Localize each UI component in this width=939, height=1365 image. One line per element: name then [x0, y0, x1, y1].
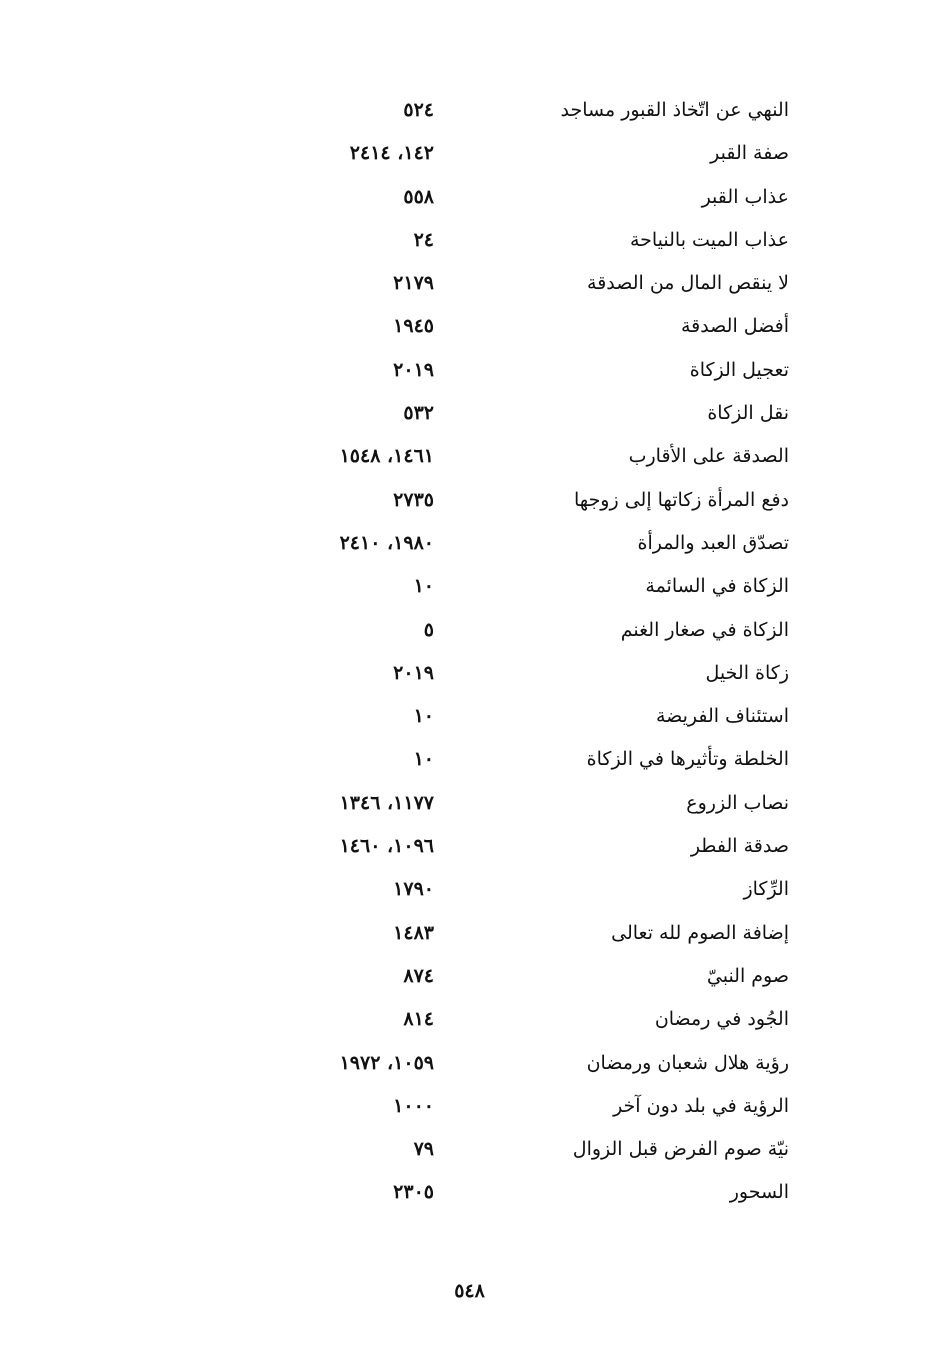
- index-row: [0, 88, 939, 131]
- index-row: [0, 608, 939, 651]
- index-topic: صدقة الفطر: [690, 835, 789, 858]
- index-numbers: ٧٩: [413, 1138, 434, 1161]
- index-numbers: ٥: [423, 618, 434, 641]
- index-row: [0, 694, 939, 737]
- index-numbers: ٨٧٤: [403, 964, 434, 987]
- index-topic: السحور: [729, 1181, 789, 1204]
- index-row: [0, 824, 939, 867]
- index-topic: الرِّكاز: [743, 878, 789, 901]
- index-topic: الزكاة في السائمة: [645, 575, 789, 598]
- index-numbers: ٢٠١٩: [393, 661, 434, 684]
- page-number: ٥٤٨: [454, 1280, 485, 1302]
- index-row: [0, 131, 939, 174]
- index-numbers: ١٤٢، ٢٤١٤: [349, 142, 434, 165]
- index-numbers: ٥٣٢: [403, 402, 434, 425]
- index-topic: عذاب القبر: [701, 185, 789, 208]
- index-row: [0, 997, 939, 1040]
- index-topic: زكاة الخيل: [705, 661, 789, 684]
- index-numbers: ١٠: [413, 748, 434, 771]
- index-topic: إضافة الصوم لله تعالى: [611, 921, 789, 944]
- index-row: [0, 1041, 939, 1084]
- index-numbers: ١٩٨٠، ٢٤١٠: [339, 531, 434, 554]
- index-topic: الرؤية في بلد دون آخر: [613, 1094, 789, 1117]
- index-topic: أفضل الصدقة: [680, 315, 789, 338]
- index-numbers: ١٠: [413, 705, 434, 728]
- index-numbers: ١١٧٧، ١٣٤٦: [339, 791, 434, 814]
- index-topic: رؤية هلال شعبان ورمضان: [586, 1051, 789, 1074]
- index-numbers: ١٤٨٣: [393, 921, 434, 944]
- index-topic: دفع المرأة زكاتها إلى زوجها: [574, 488, 789, 511]
- index-row: [0, 391, 939, 434]
- index-topic: صوم النبيّ: [706, 964, 789, 987]
- index-topic: عذاب الميت بالنياحة: [629, 228, 789, 251]
- index-topic: الصدقة على الأقارب: [628, 445, 789, 468]
- index-topic: تعجيل الزكاة: [689, 358, 789, 381]
- index-row: [0, 1127, 939, 1170]
- index-numbers: ٢١٧٩: [393, 272, 434, 295]
- index-numbers: ٥٥٨: [403, 185, 434, 208]
- index-row: [0, 651, 939, 694]
- index-row: [0, 1084, 939, 1127]
- index-numbers: ٥٢٤: [403, 99, 434, 121]
- index-numbers: ١٩٤٥: [393, 315, 434, 338]
- index-numbers: ٢٣٠٥: [393, 1181, 434, 1204]
- index-topic: استئناف الفريضة: [655, 705, 789, 728]
- index-topic: نقل الزكاة: [707, 402, 789, 425]
- index-row: [0, 737, 939, 780]
- index-numbers: ١٠٩٦، ١٤٦٠: [339, 835, 434, 858]
- index-numbers: ١٤٦١، ١٥٤٨: [339, 445, 434, 468]
- index-row: [0, 867, 939, 910]
- index-numbers: ١٠٥٩، ١٩٧٢: [339, 1051, 434, 1074]
- index-row: [0, 348, 939, 391]
- index-row: [0, 1170, 939, 1213]
- index-row: [0, 175, 939, 218]
- index-row: [0, 911, 939, 954]
- index-row: [0, 261, 939, 304]
- index-topic: الجُود في رمضان: [654, 1008, 789, 1031]
- index-row: [0, 521, 939, 564]
- index-numbers: ٨١٤: [403, 1008, 434, 1031]
- index-list: [0, 88, 939, 1214]
- index-topic: الزكاة في صغار الغنم: [620, 618, 789, 641]
- index-numbers: ٢٠١٩: [393, 358, 434, 381]
- index-topic: صفة القبر: [710, 142, 789, 165]
- index-topic: لا ينقص المال من الصدقة: [587, 272, 789, 295]
- index-row: [0, 304, 939, 347]
- index-topic: الخلطة وتأثيرها في الزكاة: [586, 748, 789, 771]
- index-numbers: ٢٧٣٥: [393, 488, 434, 511]
- index-row: [0, 564, 939, 607]
- index-numbers: ٢٤: [413, 228, 434, 251]
- index-numbers: ١٧٩٠: [393, 878, 434, 901]
- index-numbers: ١٠٠٠: [393, 1094, 434, 1117]
- index-topic: نصاب الزروع: [686, 791, 789, 814]
- index-topic: النهي عن اتّخاذ القبور مساجد: [560, 99, 789, 121]
- index-row: [0, 434, 939, 477]
- index-row: [0, 781, 939, 824]
- index-row: [0, 218, 939, 261]
- index-topic: نيّة صوم الفرض قبل الزوال: [572, 1138, 789, 1161]
- index-row: [0, 478, 939, 521]
- index-row: [0, 954, 939, 997]
- index-topic: تصدّق العبد والمرأة: [637, 531, 789, 554]
- index-numbers: ١٠: [413, 575, 434, 598]
